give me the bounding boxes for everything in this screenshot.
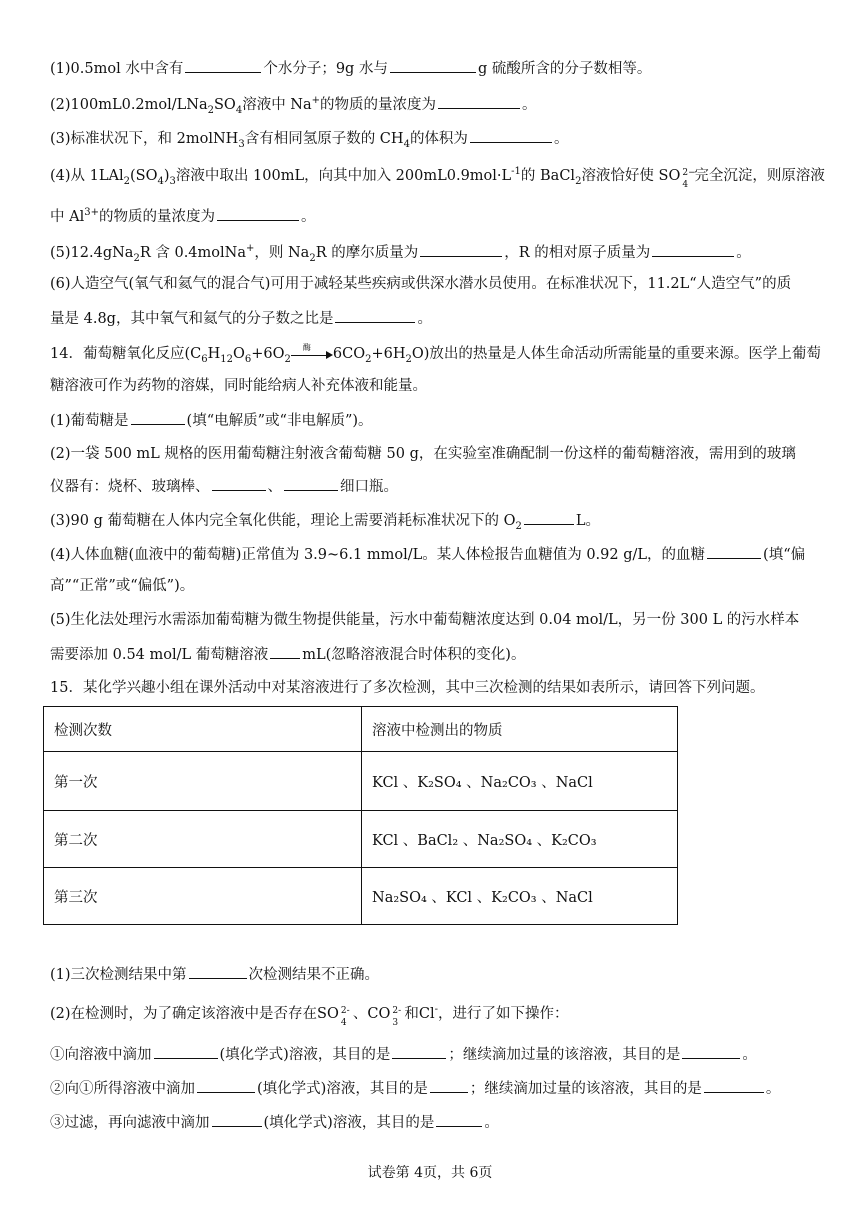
table-row bbox=[44, 752, 678, 811]
q15-part-2: (2)在检测时，为了确定该溶液中是否存在SO 2- 4 、CO 2- 3 和Cl-，进行了如下操作： bbox=[50, 1004, 569, 1028]
page-footer: 试卷第 4页，共 6页 bbox=[367, 1165, 493, 1181]
answer-blank[interactable] bbox=[217, 206, 299, 221]
answer-blank[interactable] bbox=[420, 242, 502, 257]
text: L。 bbox=[575, 513, 600, 529]
table-row bbox=[44, 868, 678, 925]
table-header-row bbox=[44, 707, 678, 752]
text: mL(忽略溶液混合时体积的变化)。 bbox=[302, 647, 526, 663]
answer-blank[interactable] bbox=[438, 94, 520, 109]
text: 。 bbox=[300, 209, 316, 225]
detection-table bbox=[43, 706, 678, 925]
text: 。 bbox=[522, 97, 537, 113]
text: +6H bbox=[371, 346, 406, 362]
text: (1)三次检测结果中第 bbox=[50, 967, 187, 983]
text: O)放出的热量是人体生命活动所需能量的重要来源。医学上葡萄 bbox=[411, 346, 821, 362]
text: R 的摩尔质量为 bbox=[315, 245, 419, 261]
text: (2)100mL0.2mol/LNa bbox=[50, 97, 208, 113]
text: SO bbox=[214, 97, 236, 113]
answer-blank[interactable] bbox=[189, 964, 247, 979]
text: (填化学式)溶液，其目的是 bbox=[257, 1081, 428, 1097]
text: 中 Al bbox=[50, 209, 85, 225]
text: ，进行了如下操作： bbox=[437, 1006, 569, 1022]
text: g 硫酸所含的分子数相等。 bbox=[477, 61, 652, 77]
answer-blank[interactable] bbox=[436, 1112, 482, 1127]
text: 高”“正常”或“偏低”)。 bbox=[50, 578, 195, 594]
answer-blank[interactable] bbox=[430, 1078, 468, 1093]
answer-blank[interactable] bbox=[392, 1044, 446, 1059]
text: (填化学式)溶液，其目的是 bbox=[219, 1047, 391, 1063]
text: 需要添加 0.54 mol/L 葡萄糖溶液 bbox=[50, 647, 269, 663]
arrow-label: 酶 bbox=[302, 343, 311, 352]
q13-line-4: (4)从 $1LAl_2(SO_4)_3$溶液中取出 100mL，向其中加入 $200mL0.9mol\cdot L^{-1}$的 BaCl$_2$溶液恰好使 SO 2− 4 完全沉淀，则原溶液 bbox=[50, 166, 825, 190]
answer-blank[interactable] bbox=[185, 58, 261, 73]
text: ，R 的相对原子质量为 bbox=[504, 245, 651, 261]
text: +6O bbox=[251, 346, 285, 362]
text: 。 bbox=[484, 1115, 499, 1131]
table-cell: 第三次 bbox=[44, 868, 362, 925]
q13-line-6: (5)12.4gNa$_2$R 含 0.4molNa+，则 $Na_2R$ 的摩尔质量为 ，R 的相对原子质量为 。 bbox=[50, 243, 751, 264]
table-cell: KCl 、K₂SO₄ 、Na₂CO₃ 、NaCl bbox=[362, 752, 678, 811]
q13-line-2: $(2)100mL0.2mol/LNa_2SO_4$溶液中 Na+的物质的量浓度为 。 bbox=[50, 95, 537, 116]
text: (2)一袋 500 mL 规格的医用葡萄糖注射液含葡萄糖 50 g，在实验室准确配制一份这样的葡萄糖溶液，需用到的玻璃 bbox=[50, 446, 796, 462]
text: (6)人造空气(氧气和氦气的混合气)可用于减轻某些疾病或供深水潜水员使用。在标准状况下，11.2L“人造空气”的质 bbox=[50, 276, 792, 292]
q14-line-5 bbox=[50, 476, 398, 497]
text: 、 bbox=[352, 1006, 368, 1022]
text: 、 bbox=[267, 479, 282, 495]
answer-blank[interactable] bbox=[284, 476, 338, 491]
table-header-cell: 检测次数 bbox=[44, 707, 362, 752]
answer-blank[interactable] bbox=[470, 128, 552, 143]
text: (填“电解质”或“非电解质”)。 bbox=[186, 413, 373, 429]
text: (5)12.4gNa bbox=[50, 245, 134, 261]
q13-line-5: 中 $Al^{3+}$的物质的量浓度为 。 bbox=[50, 207, 316, 225]
answer-blank[interactable] bbox=[390, 58, 476, 73]
q15-part-1 bbox=[50, 964, 379, 985]
text: ；继续滴加过量的该溶液，其目的是 bbox=[469, 1081, 702, 1097]
text: (填“偏 bbox=[763, 547, 806, 563]
text: 的物质的量浓度为 bbox=[320, 97, 437, 113]
answer-blank[interactable] bbox=[652, 242, 734, 257]
answer-blank[interactable] bbox=[131, 410, 185, 425]
text: H bbox=[207, 346, 221, 362]
answer-blank[interactable] bbox=[270, 644, 300, 659]
table-row bbox=[44, 811, 678, 868]
q13-line-8 bbox=[50, 308, 432, 329]
text: 溶液恰好使 SO bbox=[581, 168, 681, 184]
table-cell: Na₂SO₄ 、KCl 、K₂CO₃ 、NaCl bbox=[362, 868, 678, 925]
q13-line-1 bbox=[50, 58, 651, 79]
q14-line-8 bbox=[50, 576, 194, 596]
q14-line-9 bbox=[50, 610, 799, 630]
answer-blank[interactable] bbox=[212, 476, 266, 491]
q15-step-2 bbox=[50, 1078, 780, 1099]
text: 。 bbox=[736, 245, 751, 261]
text: 15．某化学兴趣小组在课外活动中对某溶液进行了多次检测，其中三次检测的结果如表所示，请回答下列问题。 bbox=[50, 680, 765, 696]
text: 和 bbox=[404, 1006, 419, 1022]
q14-line-7 bbox=[50, 544, 805, 565]
answer-blank[interactable] bbox=[524, 510, 574, 525]
text: 溶液中 Na bbox=[242, 97, 312, 113]
text: R 含 0.4molNa bbox=[139, 245, 246, 261]
text: 个水分子；9g 水与 bbox=[263, 61, 388, 77]
text: 次检测结果不正确。 bbox=[248, 967, 380, 983]
text: 14．葡萄糖氧化反应(C bbox=[50, 346, 202, 362]
answer-blank[interactable] bbox=[154, 1044, 218, 1059]
q14-line-6: (3)90 g 葡萄糖在人体内完全氧化供能，理论上需要消耗标准状况下的 $O_2$ L。 bbox=[50, 510, 600, 531]
q15-intro bbox=[50, 678, 764, 698]
text: ；继续滴加过量的该溶液，其目的是 bbox=[448, 1047, 681, 1063]
text: (1)0.5mol 水中含有 bbox=[50, 61, 184, 77]
text: (SO bbox=[130, 168, 158, 184]
text: 溶液中取出 100mL，向其中加入 200mL0.9mol·L bbox=[175, 168, 512, 184]
text: (4)从 1LAl bbox=[50, 168, 124, 184]
text: 糖溶液可作为药物的溶媒，同时能给病人补充体液和能量。 bbox=[50, 378, 427, 394]
reaction-arrow-icon bbox=[291, 343, 333, 361]
text: ，则 Na bbox=[254, 245, 310, 261]
answer-blank[interactable] bbox=[707, 544, 761, 559]
text: (1)葡萄糖是 bbox=[50, 413, 129, 429]
text: 的 BaCl bbox=[520, 168, 576, 184]
text: 。 bbox=[742, 1047, 757, 1063]
text: 细口瓶。 bbox=[340, 479, 398, 495]
answer-blank[interactable] bbox=[335, 308, 415, 323]
text: 量是 4.8g，其中氧气和氦气的分子数之比是 bbox=[50, 311, 334, 327]
text: 6CO bbox=[332, 346, 366, 362]
text: 的体积为 bbox=[409, 131, 468, 147]
text: 的物质的量浓度为 bbox=[98, 209, 215, 225]
answer-blank[interactable] bbox=[197, 1078, 255, 1093]
text: 。 bbox=[553, 131, 569, 147]
sulfate-ion: 2- 4 bbox=[340, 1006, 350, 1028]
text: ) bbox=[163, 168, 170, 184]
table-cell: 第一次 bbox=[44, 752, 362, 811]
text: ②向①所得溶液中滴加 bbox=[50, 1081, 195, 1097]
q14-line-10 bbox=[50, 644, 525, 665]
q14-line-1: 14．葡萄糖氧化反应($C_6H_{12}O_6+6O_2$ 酶 $6CO_2+6H_2O$)放出的热量是人体生命活动所需能量的重要来源。医学上葡萄 bbox=[50, 344, 821, 364]
table-header-cell: 溶液中检测出的物质 bbox=[362, 707, 678, 752]
text: 含有相同氢原子数的 CH bbox=[244, 131, 404, 147]
q14-line-3 bbox=[50, 410, 373, 431]
answer-blank[interactable] bbox=[704, 1078, 764, 1093]
q13-line-3: (3)标准状况下，和 2molNH$_3$含有相同氢原子数的 $CH_4$的体积为 。 bbox=[50, 128, 568, 149]
text: (5)生化法处理污水需添加葡萄糖为微生物提供能量，污水中葡萄糖浓度达到 0.04 mol/L，另一份 300 L 的污水样本 bbox=[50, 612, 800, 628]
q14-line-2 bbox=[50, 376, 427, 396]
text: (3)90 g 葡萄糖在人体内完全氧化供能，理论上需要消耗标准状况下的 O bbox=[50, 513, 516, 529]
table-cell: KCl 、BaCl₂ 、Na₂SO₄ 、K₂CO₃ bbox=[362, 811, 678, 868]
text: (填化学式)溶液，其目的是 bbox=[263, 1115, 435, 1131]
text: O bbox=[232, 346, 245, 362]
carbonate-ion: 2- 3 bbox=[392, 1006, 402, 1028]
text: 完全沉淀，则原溶液 bbox=[694, 168, 825, 184]
text: 。 bbox=[765, 1081, 781, 1097]
text: ①向溶液中滴加 bbox=[50, 1047, 152, 1063]
q15-step-3 bbox=[50, 1112, 499, 1133]
text: (4)人体血糖(血液中的葡萄糖)正常值为 3.9~6.1 mmol/L。某人体检报告血糖值为 0.92 g/L，的血糖 bbox=[50, 547, 706, 563]
answer-blank[interactable] bbox=[212, 1112, 262, 1127]
q13-line-7 bbox=[50, 274, 791, 294]
text: 。 bbox=[417, 311, 432, 327]
table-cell: 第二次 bbox=[44, 811, 362, 868]
q14-line-4 bbox=[50, 444, 796, 464]
q15-step-1 bbox=[50, 1044, 757, 1065]
text: 仪器有：烧杯、玻璃棒、 bbox=[50, 479, 210, 495]
text: ③过滤，再向滤液中滴加 bbox=[50, 1115, 210, 1131]
sulfate-charge: 2− 4 bbox=[682, 168, 696, 190]
text: (2)在检测时，为了确定该溶液中是否存在 bbox=[50, 1006, 318, 1022]
answer-blank[interactable] bbox=[682, 1044, 740, 1059]
text: (3)标准状况下，和 2molNH bbox=[50, 131, 239, 147]
